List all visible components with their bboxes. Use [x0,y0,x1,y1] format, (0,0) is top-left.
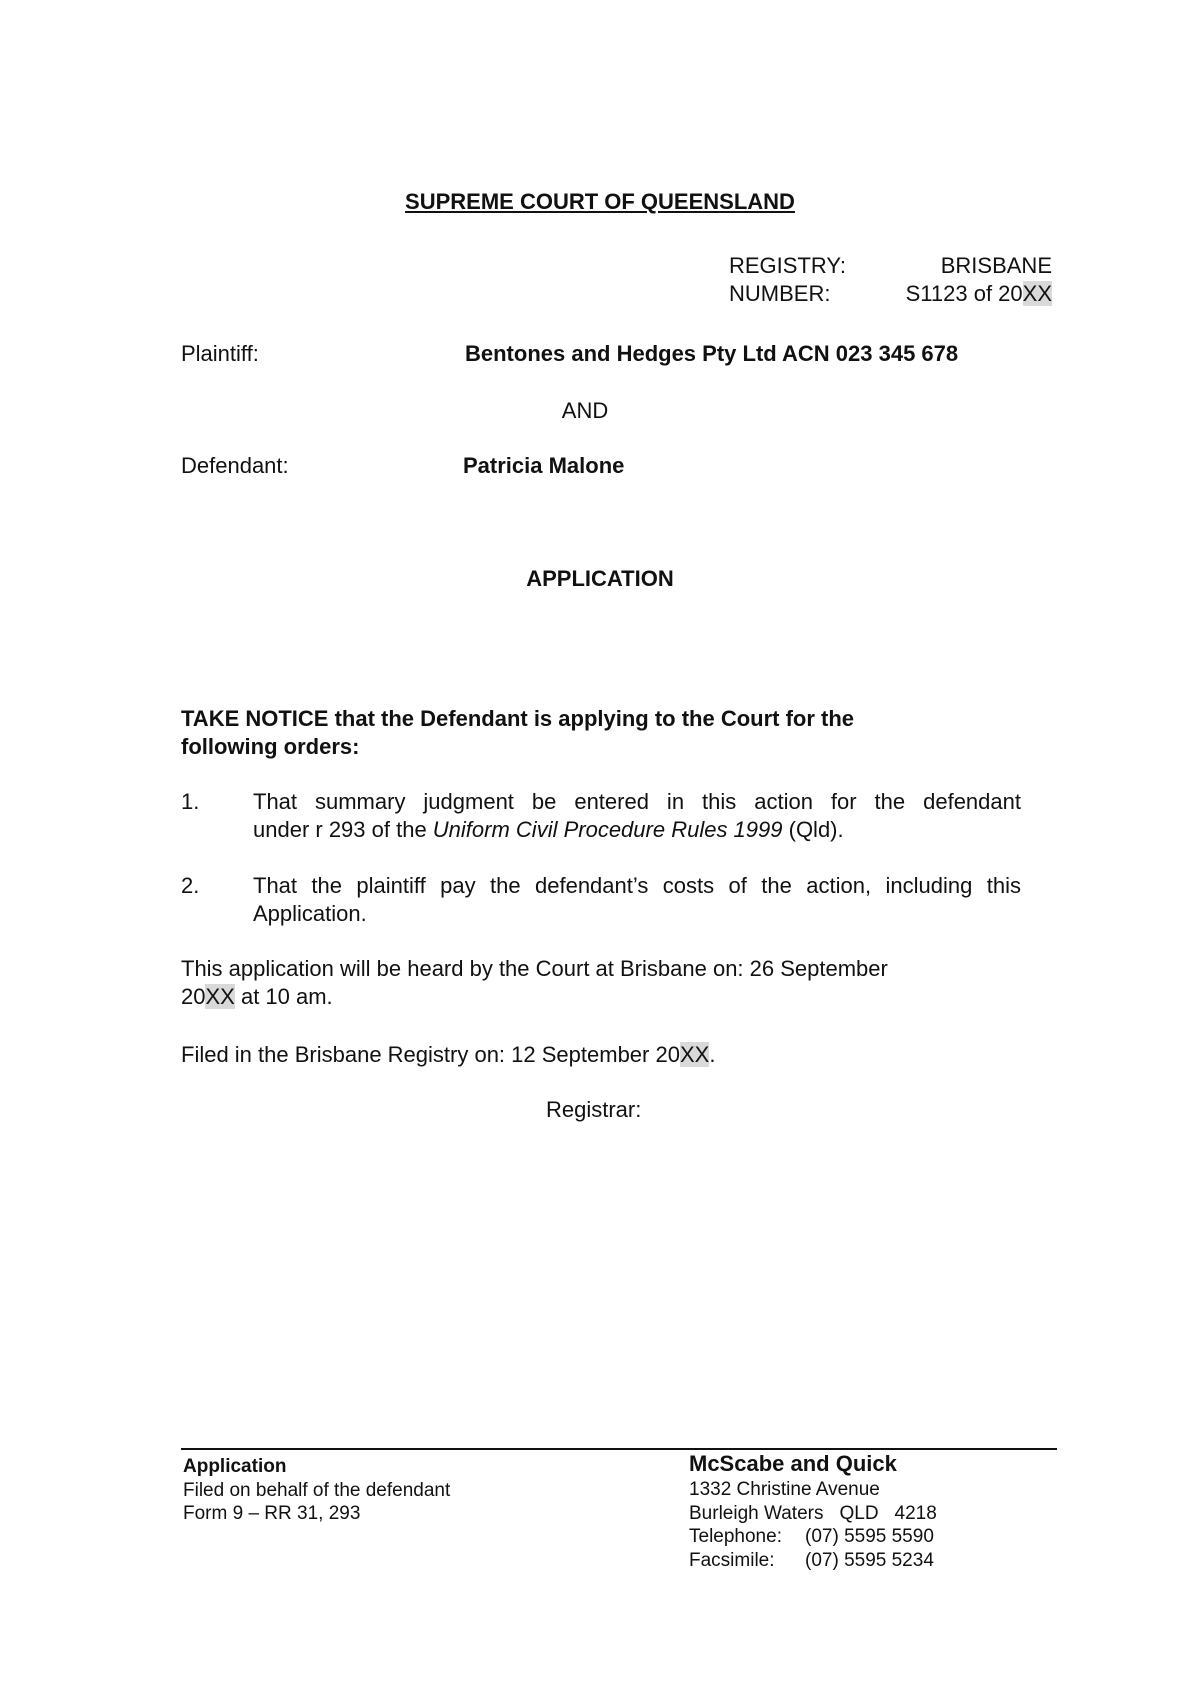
order-2-line-1: That the plaintiff pay the defendant’s costs of the action, including this [253,873,1021,898]
firm-facsimile: (07) 5595 5234 [805,1549,934,1571]
order-1-line-1: That summary judgment be entered in this action for the defendant [253,789,1021,814]
filed-date-suffix: . [709,1042,716,1067]
order-1-line-2-suffix: (Qld). [782,817,844,842]
defendant-name: Patricia Malone [463,453,625,478]
take-notice [181,705,941,761]
hearing-line-2 [181,983,981,1011]
order-1-line-2 [253,817,844,842]
registry-label: REGISTRY: [729,253,846,278]
firm-state: QLD [839,1502,879,1524]
plaintiff-label: Plaintiff: [181,341,259,366]
order-number: 2. [181,873,200,898]
firm-postcode: 4218 [894,1502,937,1524]
hearing-year-prefix: 20 [181,984,206,1009]
hearing-time: at 10 am. [234,984,333,1009]
firm-telephone: (07) 5595 5590 [805,1526,934,1547]
and-separator: AND [561,398,609,423]
case-number-year-placeholder: XX [1022,281,1052,306]
firm-suburb: Burleigh Waters [689,1502,824,1524]
telephone-label: Telephone: [689,1526,782,1547]
document-title: APPLICATION [526,566,674,591]
order-item-2 [181,872,1021,928]
filed-date-prefix: Filed in the Brisbane Registry on: 12 September 20 [181,1042,680,1067]
firm-name: McScabe and Quick [689,1451,897,1476]
footer-firm-details [689,1450,937,1572]
take-notice-line-1: TAKE NOTICE that the Defendant is applying to the Court for the [181,706,855,731]
firm-facsimile-row [689,1549,937,1573]
filed-year-placeholder: XX [679,1042,710,1067]
case-number-prefix: S1123 of 20 [905,281,1023,306]
filed-details [181,1041,981,1069]
number-label: NUMBER: [729,281,831,306]
take-notice-line-2: following orders: [181,734,360,759]
hearing-details [181,955,981,1011]
firm-address-line-2 [689,1502,937,1526]
registry-value: BRISBANE [940,253,1052,278]
defendant-label: Defendant: [181,453,289,478]
case-number [906,281,1052,307]
firm-address-line-1: 1332 Christine Avenue [689,1479,880,1500]
facsimile-label: Facsimile: [689,1549,775,1571]
footer-filed-on-behalf: Filed on behalf of the defendant [183,1479,451,1501]
order-2-line-2: Application. [253,901,367,926]
order-1-line-2-prefix: under r 293 of the [253,817,433,842]
order-item-1 [181,788,1021,844]
hearing-year-placeholder: XX [205,984,235,1009]
footer-form-reference: Form 9 – RR 31, 293 [183,1503,361,1524]
registrar-label: Registrar: [546,1097,642,1122]
footer-document-name: Application [183,1456,287,1477]
court-title: SUPREME COURT OF QUEENSLAND [405,189,795,214]
order-number: 1. [181,789,200,814]
footer-document-info [183,1455,450,1526]
firm-telephone-row [689,1525,937,1549]
legislation-title: Uniform Civil Procedure Rules 1999 [432,817,783,842]
plaintiff-name: Bentones and Hedges Pty Ltd ACN 023 345 678 [465,341,959,366]
hearing-line-1: This application will be heard by the Court at Brisbane on: 26 September [181,956,888,981]
